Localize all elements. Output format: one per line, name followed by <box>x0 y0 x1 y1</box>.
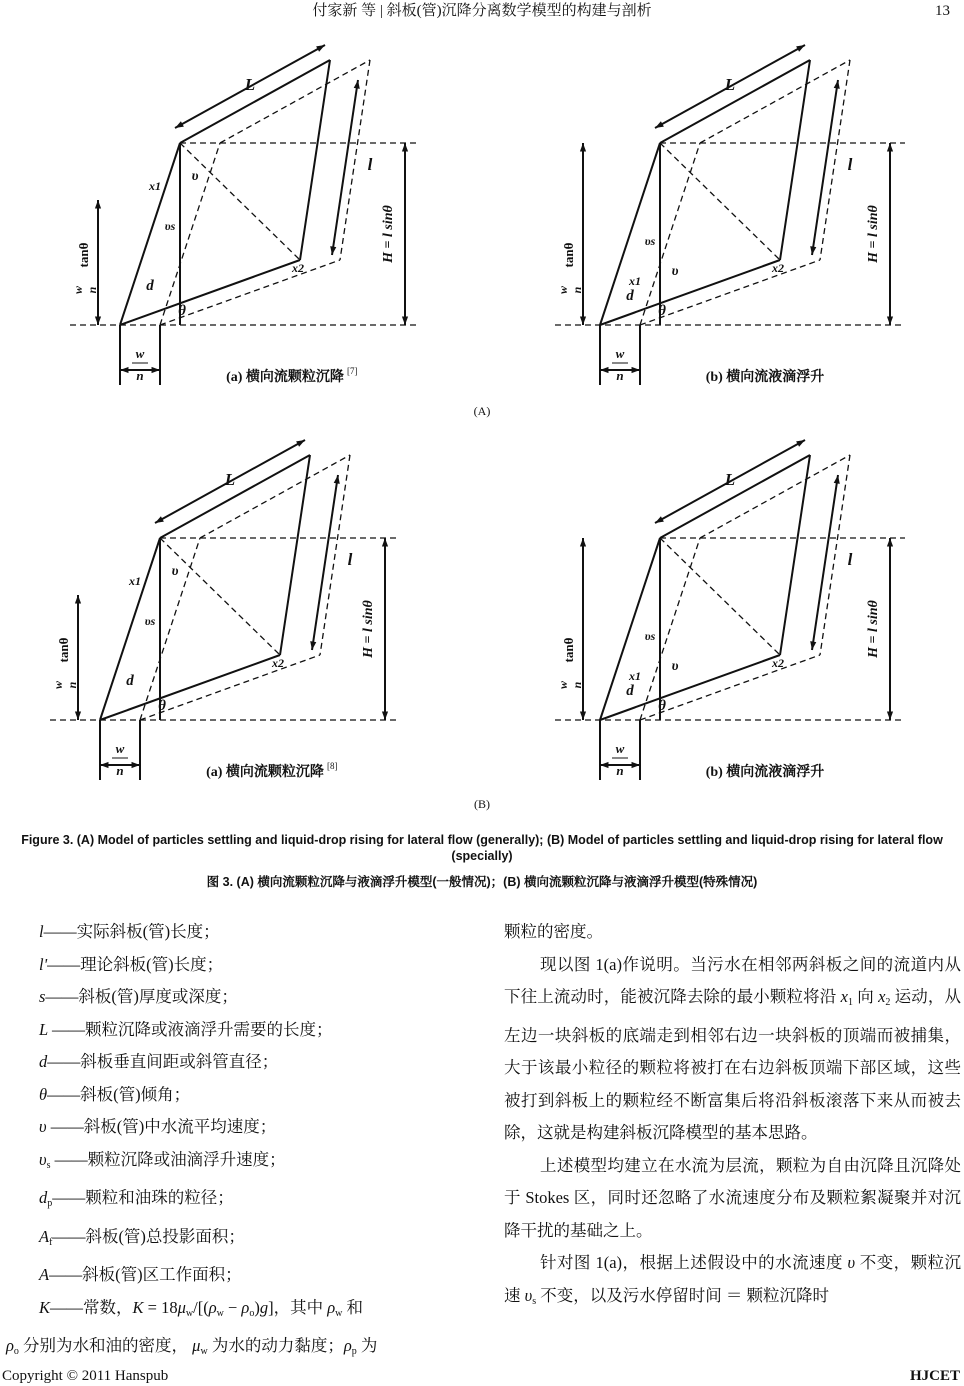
label-n: n <box>616 763 624 778</box>
footer-copyright: Copyright © 2011 Hanspub <box>2 1368 169 1384</box>
text-run: υ <box>39 1149 47 1169</box>
label-L: L <box>724 470 736 489</box>
subscript: o <box>13 1346 19 1357</box>
subscript: o <box>249 1307 255 1319</box>
label-w: w <box>615 741 625 756</box>
label-tan: tanθ <box>561 637 576 663</box>
text-run: K <box>39 1297 51 1317</box>
label-x2: x2 <box>292 261 304 275</box>
text-run: g <box>259 1297 269 1317</box>
symbol-definition <box>6 1144 466 1183</box>
label-v: υ <box>671 659 679 674</box>
label-w: w <box>51 680 65 690</box>
arrowhead-icon <box>175 121 184 128</box>
label-w: w <box>115 741 125 756</box>
panel-caption: (b) 横向流液滴浮升 <box>705 765 825 780</box>
arrowhead-icon <box>810 246 816 255</box>
subscript: f <box>49 1236 53 1248</box>
label-tan: tanθ <box>56 637 71 663</box>
text-run: s <box>39 987 46 1006</box>
label-n: n <box>65 681 79 689</box>
dashed-line <box>160 260 340 325</box>
plate-edge <box>100 538 160 720</box>
text-run: υ <box>847 1253 856 1272</box>
trajectory-line <box>160 538 280 655</box>
label-x1: x1 <box>149 179 161 193</box>
trajectory-line <box>660 143 780 260</box>
arrowhead-icon <box>382 712 388 720</box>
text-run: 针对图 1(a)，根据上述假设中的水流速度 <box>540 1253 848 1272</box>
arrowhead-icon <box>95 317 101 325</box>
text-run: 和 <box>342 1297 363 1317</box>
label-l: l <box>847 155 853 174</box>
citation-ref: [8] <box>327 761 338 771</box>
label-w: w <box>71 285 85 295</box>
arrowhead-icon <box>632 762 640 768</box>
arrowhead-icon <box>632 367 640 373</box>
arrowhead-icon <box>95 200 101 208</box>
label-L: L <box>244 75 256 94</box>
label-theta: θ <box>658 303 666 319</box>
text-run: x <box>878 987 886 1006</box>
arrowhead-icon <box>796 45 805 52</box>
label-x1: x1 <box>629 669 641 683</box>
subscript: 1 <box>847 997 853 1008</box>
text-run: θ <box>39 1084 48 1104</box>
arrowhead-icon <box>120 367 128 373</box>
text-run: ——颗粒沉降或油滴浮升速度； <box>50 1149 286 1169</box>
text-run: ρ <box>208 1297 217 1317</box>
subscript: w <box>216 1307 224 1319</box>
label-n: n <box>116 763 124 778</box>
text-run: 不变，以及污水停留时间 ＝ 颗粒沉降时 <box>536 1285 829 1305</box>
dashed-line <box>820 60 850 260</box>
dashed-line <box>340 60 370 260</box>
label-L: L <box>224 470 236 489</box>
symbol-definition <box>6 1221 466 1260</box>
dashed-line <box>320 455 350 655</box>
dashed-line <box>700 455 850 538</box>
paragraph <box>504 1247 961 1318</box>
text-run: x <box>840 987 848 1006</box>
text-run: ) <box>254 1297 260 1317</box>
arrowhead-icon <box>600 367 608 373</box>
label-v: υ <box>191 169 199 184</box>
label-vs: υs <box>644 629 656 643</box>
arrowhead-icon <box>796 440 805 447</box>
text-run: υ <box>524 1285 533 1305</box>
text-run: ——斜板(管)总投影面积； <box>52 1226 245 1246</box>
text-run: l <box>39 922 44 941</box>
label-d: d <box>146 278 154 294</box>
text-run: ——斜板垂直间距或斜管直径； <box>47 1052 279 1071</box>
text-run: 上述模型均建立在水流为层流，颗粒为自由沉降且沉降处于 Stokes 区，同时还忽略了水流速度分布及颗粒絮凝聚并对沉降干扰的基础之上。 <box>504 1155 961 1240</box>
arrowhead-icon <box>334 475 340 484</box>
body-text-column <box>504 916 961 1318</box>
label-vs: υs <box>164 219 176 233</box>
text-run: ——斜板(管)区工作面积； <box>49 1265 242 1284</box>
dashed-line <box>820 455 850 655</box>
subscript: w <box>335 1307 343 1319</box>
text-run: ]，其中 <box>268 1297 328 1317</box>
dashed-line <box>220 60 370 143</box>
text-run: ρ <box>6 1336 14 1355</box>
label-L: L <box>724 75 736 94</box>
text-run: d <box>39 1188 48 1207</box>
dashed-line <box>140 538 200 720</box>
panel-caption: (b) 横向流液滴浮升 <box>705 370 825 385</box>
plate-edge <box>160 455 310 538</box>
symbol-definition <box>6 949 466 982</box>
label-v: υ <box>171 564 179 579</box>
label-vs: υs <box>644 234 656 248</box>
label-l: l <box>847 550 853 569</box>
label-d: d <box>626 288 634 304</box>
label-n: n <box>570 286 584 294</box>
plate-edge <box>780 455 810 655</box>
paragraph <box>504 949 961 1150</box>
plate-edge <box>780 60 810 260</box>
label-x1: x1 <box>629 274 641 288</box>
arrowhead-icon <box>834 80 840 89</box>
label-n: n <box>136 368 144 383</box>
label-n: n <box>85 286 99 294</box>
label-x2: x2 <box>772 656 784 670</box>
text-run: 向 <box>852 987 879 1006</box>
page-number: 13 <box>935 3 950 19</box>
label-w: w <box>615 346 625 361</box>
symbol-definition <box>6 1111 466 1144</box>
figure-panel-B-a <box>50 435 410 790</box>
arrowhead-icon <box>887 712 893 720</box>
text-run: K <box>132 1297 144 1317</box>
figure-panel-A-a <box>70 40 430 395</box>
citation-ref: [7] <box>347 366 358 376</box>
plate-edge <box>180 60 330 143</box>
text-run: ρ <box>343 1336 352 1355</box>
symbol-definition <box>6 1014 466 1047</box>
paragraph <box>504 1150 961 1248</box>
footer-journal: HJCET <box>909 1368 960 1384</box>
label-w: w <box>556 680 570 690</box>
paragraph <box>504 916 961 949</box>
label-l: l <box>347 550 353 569</box>
text-run: d <box>39 1052 48 1071</box>
arrowhead-icon <box>354 80 360 89</box>
plate-edge <box>300 60 330 260</box>
label-d: d <box>126 673 134 689</box>
label-theta: θ <box>658 698 666 714</box>
symbol-definition <box>6 1046 466 1079</box>
arrowhead-icon <box>155 516 164 523</box>
arrowhead-icon <box>834 475 840 484</box>
label-H: H = l sinθ <box>866 600 881 658</box>
text-run: 不变，颗粒沉速 <box>504 1253 961 1305</box>
subscript: w <box>200 1346 208 1357</box>
arrowhead-icon <box>810 641 816 650</box>
running-header-title: 付家新 等 | 斜板(管)沉降分离数学模型的构建与剖析 <box>312 3 652 19</box>
arrowhead-icon <box>75 712 81 720</box>
arrowhead-icon <box>100 762 108 768</box>
text-run: ——理论斜板(管)长度； <box>47 954 224 974</box>
text-run: ——斜板(管)中水流平均速度； <box>50 1117 277 1136</box>
arrowhead-icon <box>655 121 664 128</box>
figure-group-B-label: (B) <box>474 797 490 811</box>
figure-group-A-label: (A) <box>473 404 491 418</box>
symbol-definition <box>6 1292 466 1331</box>
text-run: 为 <box>356 1336 378 1355</box>
label-w: w <box>556 285 570 295</box>
arrowhead-icon <box>296 440 305 447</box>
symbol-definition <box>6 916 466 949</box>
label-x1: x1 <box>129 574 141 588</box>
dashed-line <box>700 60 850 143</box>
symbol-definition <box>6 981 466 1014</box>
trajectory-line <box>660 538 780 655</box>
arrowhead-icon <box>887 143 893 151</box>
trajectory-line <box>180 143 300 260</box>
label-theta: θ <box>158 698 166 714</box>
arrowhead-icon <box>887 538 893 546</box>
arrowhead-icon <box>330 246 336 255</box>
text-run: ρ <box>327 1297 336 1317</box>
text-run: L <box>39 1019 53 1039</box>
label-H: H = l sinθ <box>866 205 881 263</box>
text-run: ——颗粒和油珠的粒径； <box>52 1188 234 1207</box>
arrowhead-icon <box>580 538 586 546</box>
label-v: υ <box>671 264 679 279</box>
text-run: A <box>39 1226 50 1246</box>
arrowhead-icon <box>580 712 586 720</box>
label-H: H = l sinθ <box>361 600 376 658</box>
subscript: 2 <box>885 997 891 1008</box>
label-l: l <box>367 155 373 174</box>
arrowhead-icon <box>402 143 408 151</box>
figure-panel-A-b <box>555 40 915 395</box>
text-run: ——颗粒沉降或液滴浮升需要的长度； <box>52 1019 333 1039</box>
text-run: 颗粒的密度。 <box>504 922 603 941</box>
text-run: ρ <box>241 1297 250 1317</box>
symbol-definition <box>6 1079 466 1112</box>
label-x2: x2 <box>272 656 284 670</box>
text-run: μ <box>192 1336 201 1355</box>
arrowhead-icon <box>580 317 586 325</box>
text-run: ——斜板(管)厚度或深度； <box>45 987 238 1006</box>
arrowhead-icon <box>655 516 664 523</box>
subscript: s <box>532 1295 537 1307</box>
label-n: n <box>616 368 624 383</box>
text-run: ——斜板(管)倾角； <box>47 1084 191 1104</box>
subscript: p <box>351 1346 357 1357</box>
text-run: l' <box>39 954 48 974</box>
dashed-line <box>160 143 220 325</box>
plate-edge <box>660 455 810 538</box>
label-n: n <box>570 681 584 689</box>
symbol-definitions-column <box>6 916 466 1369</box>
arrowhead-icon <box>152 367 160 373</box>
symbol-definition <box>6 1259 466 1292</box>
label-d: d <box>626 683 634 699</box>
dashed-line <box>200 455 350 538</box>
figure-caption-english: Figure 3. (A) Model of particles settling and liquid-drop rising for lateral flow (generally); (B) Model of particles settling and liquid-drop rising for lateral flow (specially) <box>21 833 943 863</box>
text-run: ——常数， <box>50 1297 133 1317</box>
arrowhead-icon <box>580 143 586 151</box>
arrowhead-icon <box>887 317 893 325</box>
text-run: 运动，从左边一块斜板的底端走到相邻右边一块斜板的顶端而被捕集，大于该最小粒径的颗粒将被打在右边斜板顶端下部区域，这些被打到斜板上的颗粒经不断富集后将沿斜板滚落下来从而被去除，这就是构建斜板沉降模型的基本思路。 <box>504 987 962 1142</box>
label-theta: θ <box>178 303 186 319</box>
arrowhead-icon <box>132 762 140 768</box>
panel-caption: (a) 横向流颗粒沉降 <box>206 765 324 780</box>
text-run: 分别为水和油的密度， <box>18 1336 193 1355</box>
figure-caption-chinese: 图 3. (A) 横向流颗粒沉降与液滴浮升模型(一般情况)；(B) 横向流颗粒沉降与液滴浮升模型(特殊情况) <box>206 875 758 889</box>
panel-caption: (a) 横向流颗粒沉降 <box>226 370 344 385</box>
label-x2: x2 <box>772 261 784 275</box>
subscript: w <box>185 1307 194 1319</box>
dashed-line <box>140 655 320 720</box>
label-tan: tanθ <box>561 242 576 268</box>
text-run: ——实际斜板(管)长度； <box>43 922 220 941</box>
label-vs: υs <box>144 614 156 628</box>
arrowhead-icon <box>316 45 325 52</box>
text-run: /[( <box>193 1297 209 1317</box>
subscript: s <box>46 1159 51 1171</box>
text-run: = 18 <box>143 1297 178 1317</box>
symbol-definition <box>6 1330 466 1369</box>
dashed-line <box>640 655 820 720</box>
text-run: μ <box>177 1297 186 1317</box>
label-H: H = l sinθ <box>381 205 396 263</box>
text-run: υ <box>39 1117 51 1136</box>
plate-edge <box>280 455 310 655</box>
subscript: p <box>47 1198 53 1209</box>
text-run: 现以图 1(a)作说明。当污水在相邻两斜板之间的流道内从下往上流动时，能被沉降去除的最小颗粒将沿 <box>504 954 961 1006</box>
text-run: A <box>39 1265 50 1284</box>
text-run: − <box>223 1297 242 1317</box>
symbol-definition <box>6 1182 466 1221</box>
arrowhead-icon <box>382 538 388 546</box>
arrowhead-icon <box>75 595 81 603</box>
arrowhead-icon <box>600 762 608 768</box>
label-w: w <box>135 346 145 361</box>
dashed-line <box>640 260 820 325</box>
arrowhead-icon <box>310 641 316 650</box>
text-run: 为水的动力黏度； <box>207 1336 344 1355</box>
figure-panel-B-b <box>555 435 915 790</box>
arrowhead-icon <box>402 317 408 325</box>
plate-edge <box>120 143 180 325</box>
label-tan: tanθ <box>76 242 91 268</box>
plate-edge <box>660 60 810 143</box>
